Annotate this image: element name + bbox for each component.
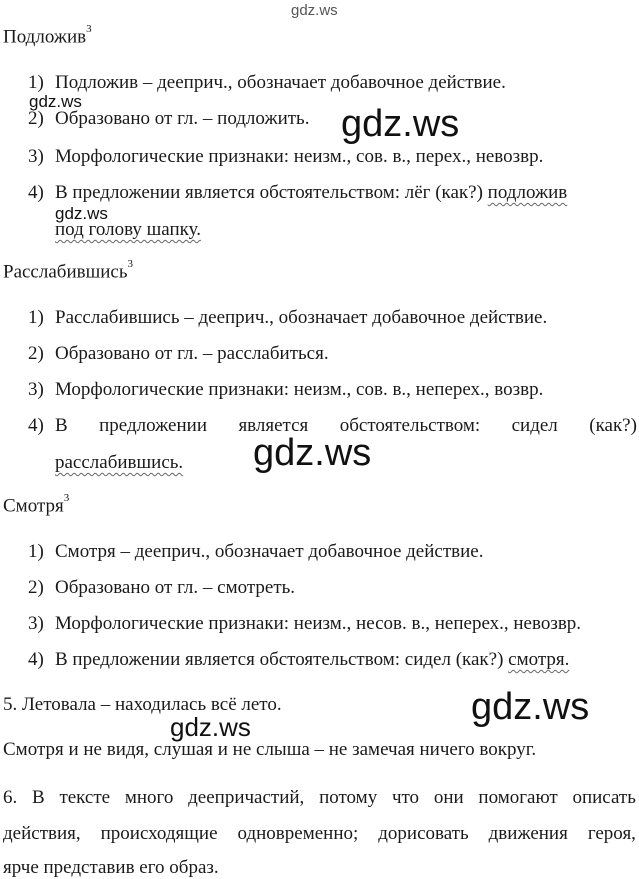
item-number: 2) xyxy=(28,577,44,598)
point-6-line-3: ярче представив его образ. xyxy=(3,857,219,878)
item-text: Подложив – дееприч., обозначает добавочное действие. xyxy=(55,72,506,93)
watermark-small: gdz.ws xyxy=(55,204,108,223)
item-text: Смотря – дееприч., обозначает добавочное действие. xyxy=(55,541,484,562)
item-number: 1) xyxy=(28,72,44,93)
watermark-large: gdz.ws xyxy=(341,103,460,145)
underlined-participle: подложив xyxy=(487,182,568,203)
item-text-continuation: расслабившись. xyxy=(55,452,184,473)
point-5-line-2: Смотря и не видя, слушая и не слыша – не замечая ничего вокруг. xyxy=(3,739,537,760)
item-number: 1) xyxy=(28,307,44,328)
item-number: 2) xyxy=(28,108,44,129)
section-heading-podlozhiv: Подложив$^3$ xyxy=(3,23,92,48)
item-number: 3) xyxy=(28,613,44,634)
underlined-participle: смотря. xyxy=(508,649,570,670)
watermark-large: gdz.ws xyxy=(253,432,372,474)
point-6-line-1: 6. В тексте много деепричастий, потому что они помогают описать xyxy=(3,787,636,808)
section-heading-rasslabivshis: Расслабившись$^3$ xyxy=(3,258,133,283)
item-text: Морфологические признаки: неизм., сов. в., перех., невозвр. xyxy=(55,146,544,167)
item-text-continuation: под голову шапку. xyxy=(55,219,201,240)
item-text: В предложении является обстоятельством: сидел (как?) смотря. xyxy=(55,649,570,670)
section-heading-smotrya: Смотря$^3$ xyxy=(3,492,70,517)
item-number: 3) xyxy=(28,146,44,167)
item-text: Морфологические признаки: неизм., несов. в., неперех., невозвр. xyxy=(55,613,582,634)
item-number: 4) xyxy=(28,415,44,436)
item-text: Образовано от гл. – смотреть. xyxy=(55,577,296,598)
watermark-top: gdz.ws xyxy=(291,2,338,19)
item-number: 4) xyxy=(28,649,44,670)
point-6-line-2: действия, происходящие одновременно; дорисовать движения героя, xyxy=(3,823,636,844)
item-number: 2) xyxy=(28,343,44,364)
watermark-large: gdz.ws xyxy=(471,686,590,728)
point-5-line-1: 5. Летовала – находилась всё лето. xyxy=(3,694,282,715)
watermark-medium: gdz.ws xyxy=(170,712,251,742)
item-number: 3) xyxy=(28,379,44,400)
item-number: 1) xyxy=(28,541,44,562)
item-text-justified: В предложении является обстоятельством: сидел (как?) xyxy=(55,415,637,436)
item-text: Расслабившись – дееприч., обозначает добавочное действие. xyxy=(55,307,548,328)
item-text: Морфологические признаки: неизм., сов. в., неперех., возвр. xyxy=(55,379,544,400)
item-text: Образовано от гл. – расслабиться. xyxy=(55,343,329,364)
item-number: 4) xyxy=(28,182,44,203)
item-text: В предложении является обстоятельством: лёг (как?) подложив xyxy=(55,182,568,203)
watermark-small: gdz.ws xyxy=(29,92,82,111)
item-text: Образовано от гл. – подложить. xyxy=(55,108,310,129)
